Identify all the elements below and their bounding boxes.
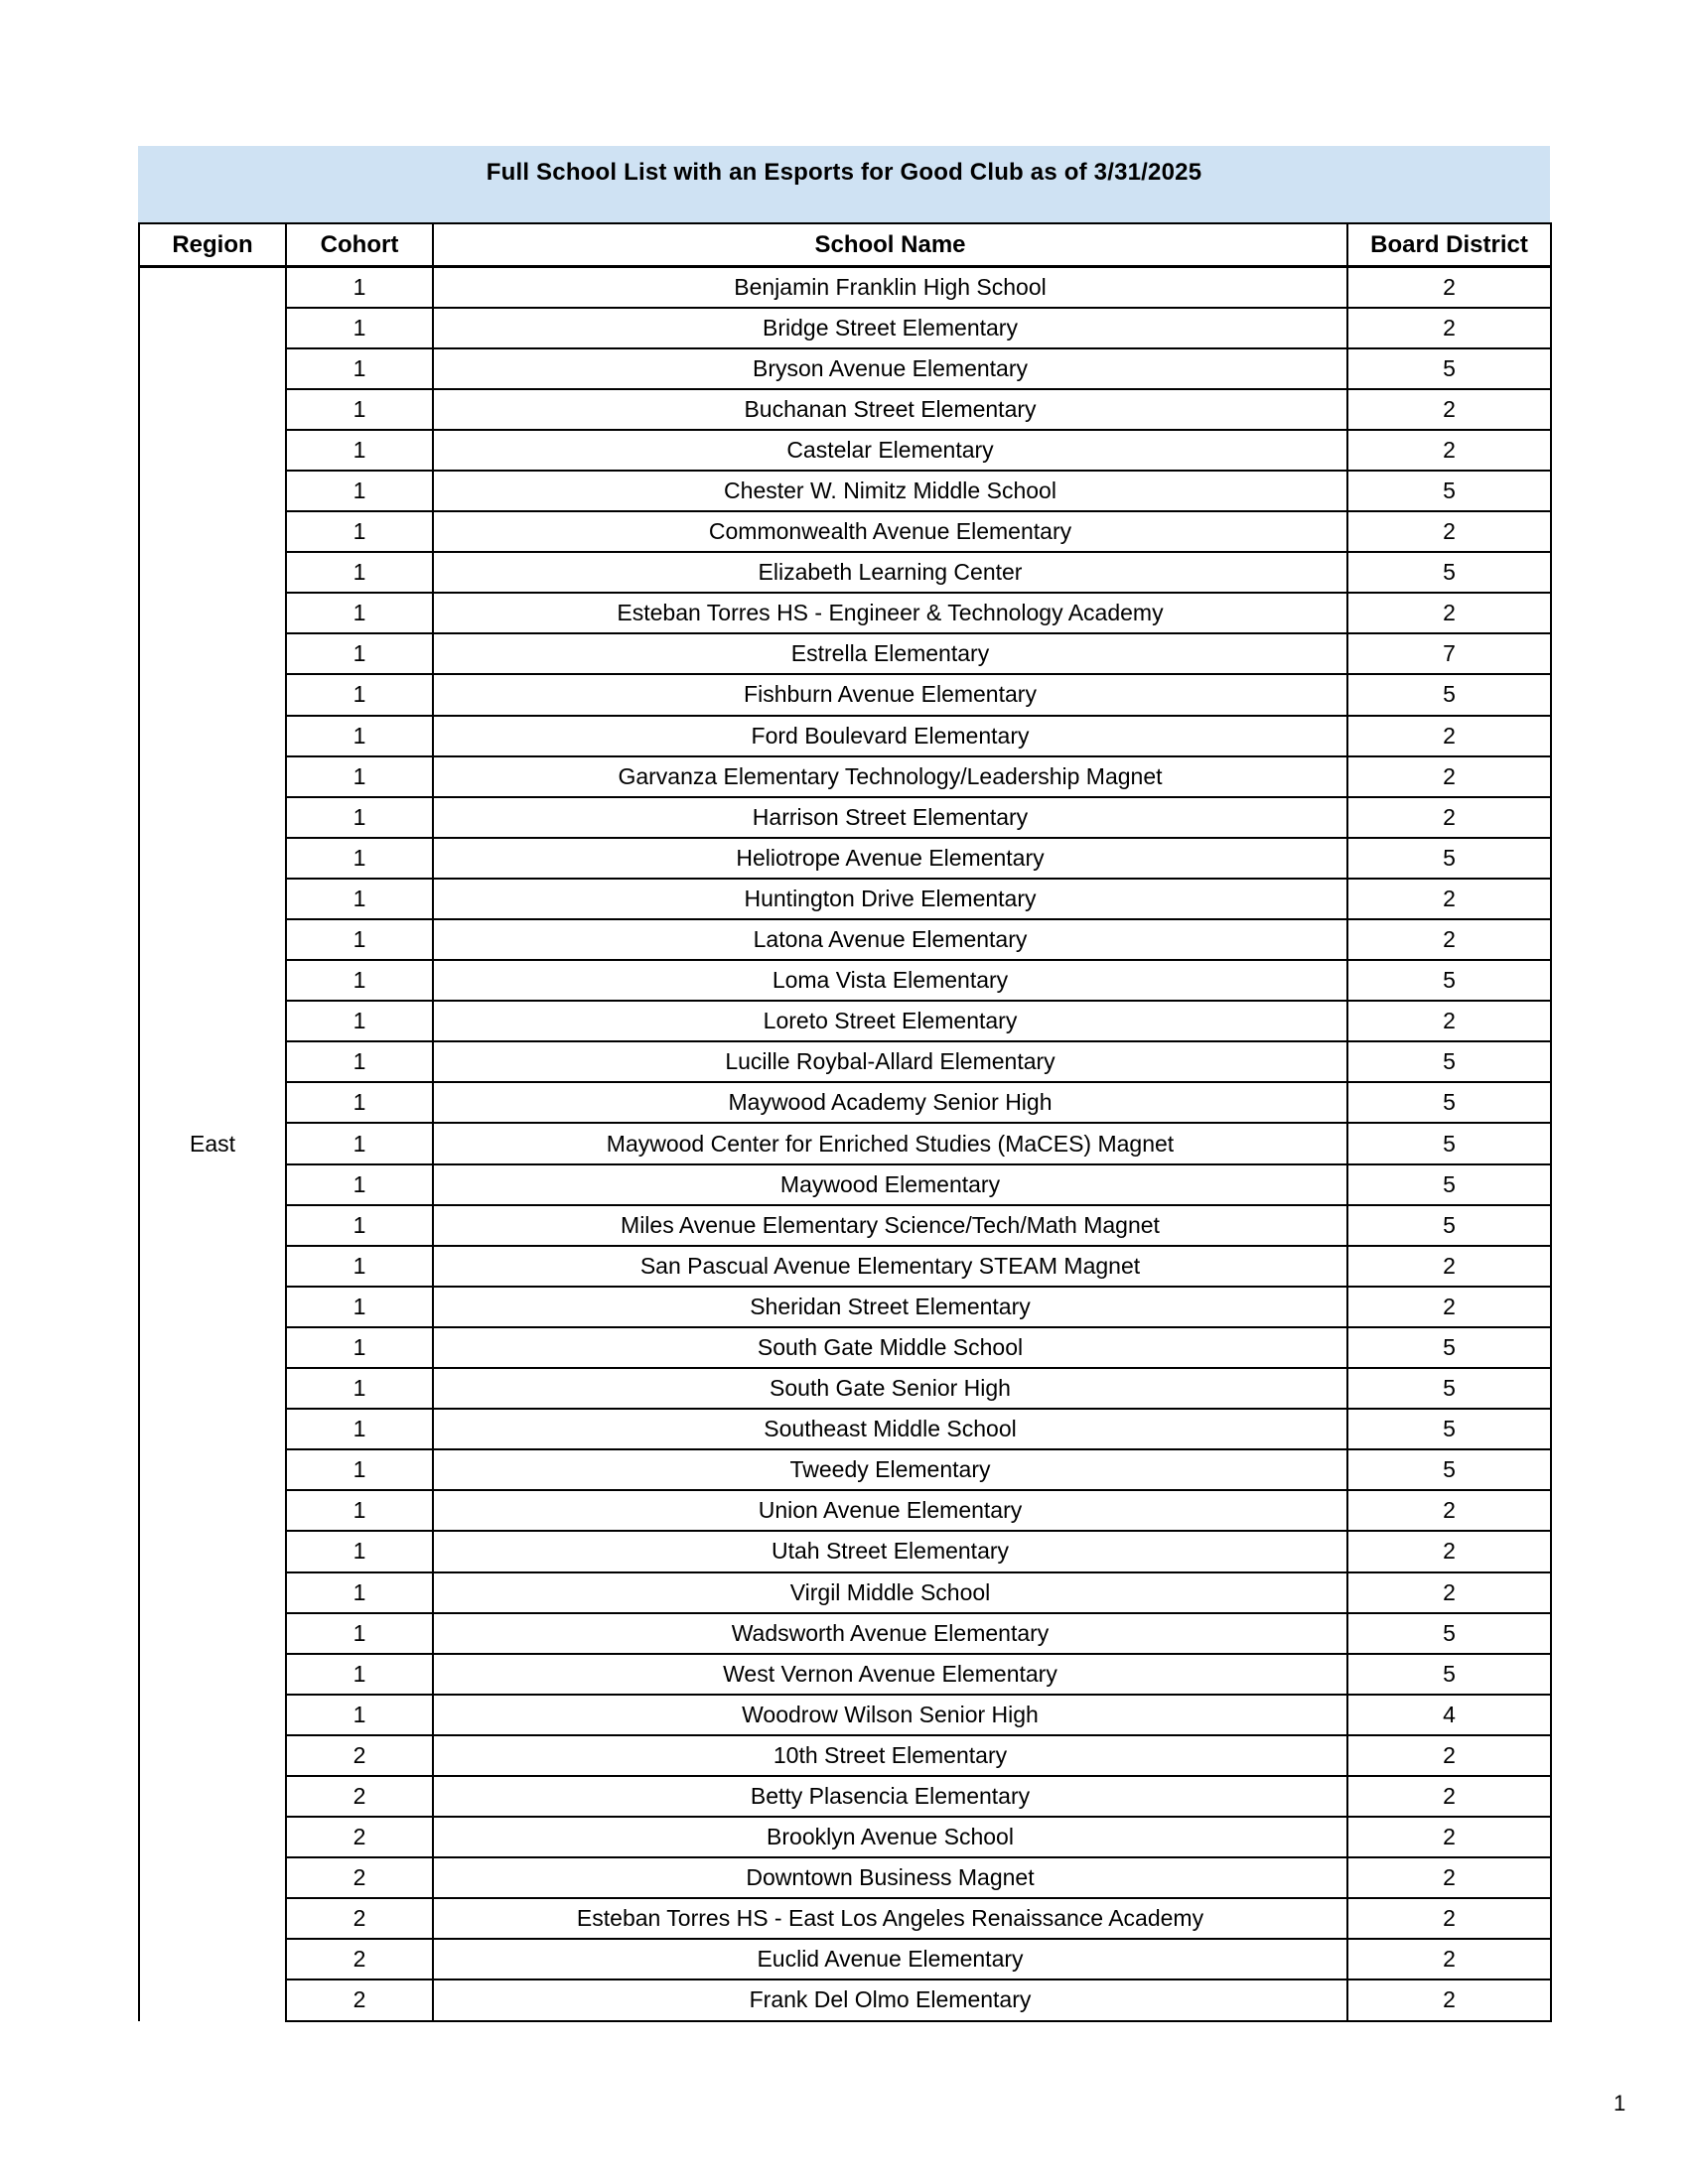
cell-board-district: 2 bbox=[1347, 1898, 1551, 1939]
cell-cohort: 2 bbox=[286, 1898, 433, 1939]
cell-cohort: 1 bbox=[286, 1164, 433, 1205]
cell-board-district: 5 bbox=[1347, 1082, 1551, 1123]
table-row bbox=[139, 1082, 1551, 1123]
cell-cohort: 2 bbox=[286, 1776, 433, 1817]
table-row bbox=[139, 1735, 1551, 1776]
cell-school-name: San Pascual Avenue Elementary STEAM Magnet bbox=[433, 1246, 1347, 1287]
cell-board-district: 5 bbox=[1347, 471, 1551, 511]
table-title-bar bbox=[138, 146, 1550, 222]
cell-school-name: Elizabeth Learning Center bbox=[433, 552, 1347, 593]
cell-school-name: Utah Street Elementary bbox=[433, 1531, 1347, 1571]
table-row bbox=[139, 1531, 1551, 1571]
cell-board-district: 2 bbox=[1347, 593, 1551, 633]
cell-cohort: 1 bbox=[286, 1572, 433, 1613]
cell-school-name: Benjamin Franklin High School bbox=[433, 267, 1347, 308]
table-row bbox=[139, 1287, 1551, 1327]
cell-school-name: Maywood Center for Enriched Studies (MaCES) Magnet bbox=[433, 1123, 1347, 1163]
cell-cohort: 1 bbox=[286, 838, 433, 879]
table-row bbox=[139, 1654, 1551, 1695]
cell-school-name: Miles Avenue Elementary Science/Tech/Math Magnet bbox=[433, 1205, 1347, 1246]
cell-school-name: Euclid Avenue Elementary bbox=[433, 1939, 1347, 1979]
cell-cohort: 1 bbox=[286, 1246, 433, 1287]
cell-school-name: Castelar Elementary bbox=[433, 430, 1347, 471]
cell-cohort: 1 bbox=[286, 430, 433, 471]
cell-cohort: 1 bbox=[286, 1041, 433, 1082]
table-row bbox=[139, 552, 1551, 593]
cell-board-district: 2 bbox=[1347, 879, 1551, 919]
cell-school-name: Buchanan Street Elementary bbox=[433, 389, 1347, 430]
cell-board-district: 5 bbox=[1347, 1654, 1551, 1695]
table-row bbox=[139, 756, 1551, 797]
table-row bbox=[139, 1572, 1551, 1613]
cell-cohort: 1 bbox=[286, 1205, 433, 1246]
cell-board-district: 2 bbox=[1347, 1817, 1551, 1857]
table-row bbox=[139, 1164, 1551, 1205]
cell-board-district: 2 bbox=[1347, 1572, 1551, 1613]
cell-school-name: South Gate Senior High bbox=[433, 1368, 1347, 1409]
cell-school-name: Ford Boulevard Elementary bbox=[433, 716, 1347, 756]
cell-school-name: Union Avenue Elementary bbox=[433, 1490, 1347, 1531]
table-row bbox=[139, 1613, 1551, 1654]
cell-board-district: 2 bbox=[1347, 1490, 1551, 1531]
cell-school-name: Garvanza Elementary Technology/Leadership Magnet bbox=[433, 756, 1347, 797]
table-row bbox=[139, 1776, 1551, 1817]
cell-school-name: Betty Plasencia Elementary bbox=[433, 1776, 1347, 1817]
table-row bbox=[139, 1368, 1551, 1409]
cell-school-name: Woodrow Wilson Senior High bbox=[433, 1695, 1347, 1735]
table-row bbox=[139, 674, 1551, 715]
cell-school-name: Chester W. Nimitz Middle School bbox=[433, 471, 1347, 511]
cell-cohort: 1 bbox=[286, 593, 433, 633]
cell-board-district: 2 bbox=[1347, 756, 1551, 797]
cell-board-district: 5 bbox=[1347, 838, 1551, 879]
cell-board-district: 2 bbox=[1347, 267, 1551, 308]
cell-cohort: 1 bbox=[286, 511, 433, 552]
cell-school-name: Bryson Avenue Elementary bbox=[433, 348, 1347, 389]
cell-cohort: 2 bbox=[286, 1979, 433, 2020]
cell-cohort: 1 bbox=[286, 879, 433, 919]
cell-board-district: 2 bbox=[1347, 1979, 1551, 2020]
cell-school-name: Tweedy Elementary bbox=[433, 1449, 1347, 1490]
header-school-name: School Name bbox=[433, 223, 1347, 267]
table-row bbox=[139, 1817, 1551, 1857]
table-row bbox=[139, 593, 1551, 633]
table-row bbox=[139, 797, 1551, 838]
table-row bbox=[139, 919, 1551, 960]
table-row bbox=[139, 308, 1551, 348]
cell-school-name: Fishburn Avenue Elementary bbox=[433, 674, 1347, 715]
cell-cohort: 1 bbox=[286, 389, 433, 430]
header-region: Region bbox=[139, 223, 286, 267]
cell-cohort: 1 bbox=[286, 633, 433, 674]
table-row bbox=[139, 1695, 1551, 1735]
cell-school-name: Loreto Street Elementary bbox=[433, 1001, 1347, 1041]
cell-board-district: 5 bbox=[1347, 1205, 1551, 1246]
cell-cohort: 1 bbox=[286, 1695, 433, 1735]
cell-cohort: 1 bbox=[286, 348, 433, 389]
cell-board-district: 2 bbox=[1347, 1531, 1551, 1571]
table-row bbox=[139, 1898, 1551, 1939]
cell-cohort: 1 bbox=[286, 1287, 433, 1327]
cell-board-district: 5 bbox=[1347, 552, 1551, 593]
cell-board-district: 5 bbox=[1347, 960, 1551, 1001]
table-row bbox=[139, 430, 1551, 471]
cell-school-name: Sheridan Street Elementary bbox=[433, 1287, 1347, 1327]
school-table bbox=[138, 222, 1552, 2022]
cell-cohort: 1 bbox=[286, 1327, 433, 1368]
cell-cohort: 1 bbox=[286, 1001, 433, 1041]
cell-school-name: Lucille Roybal-Allard Elementary bbox=[433, 1041, 1347, 1082]
table-row bbox=[139, 389, 1551, 430]
cell-cohort: 1 bbox=[286, 1409, 433, 1449]
table-row bbox=[139, 960, 1551, 1001]
cell-school-name: Virgil Middle School bbox=[433, 1572, 1347, 1613]
table-row bbox=[139, 1001, 1551, 1041]
cell-cohort: 1 bbox=[286, 1490, 433, 1531]
cell-cohort: 1 bbox=[286, 1082, 433, 1123]
cell-school-name: Estrella Elementary bbox=[433, 633, 1347, 674]
cell-school-name: Maywood Elementary bbox=[433, 1164, 1347, 1205]
cell-school-name: Maywood Academy Senior High bbox=[433, 1082, 1347, 1123]
cell-cohort: 1 bbox=[286, 267, 433, 308]
cell-board-district: 2 bbox=[1347, 1001, 1551, 1041]
cell-cohort: 1 bbox=[286, 471, 433, 511]
cell-school-name: Bridge Street Elementary bbox=[433, 308, 1347, 348]
page-number: 1 bbox=[1614, 2091, 1626, 2116]
table-row bbox=[139, 1205, 1551, 1246]
table-row bbox=[139, 1123, 1551, 1163]
cell-board-district: 5 bbox=[1347, 1041, 1551, 1082]
cell-board-district: 7 bbox=[1347, 633, 1551, 674]
cell-board-district: 5 bbox=[1347, 1123, 1551, 1163]
cell-cohort: 1 bbox=[286, 756, 433, 797]
cell-school-name: Latona Avenue Elementary bbox=[433, 919, 1347, 960]
cell-board-district: 5 bbox=[1347, 1409, 1551, 1449]
cell-cohort: 1 bbox=[286, 919, 433, 960]
cell-board-district: 2 bbox=[1347, 1246, 1551, 1287]
table-row bbox=[139, 511, 1551, 552]
cell-board-district: 2 bbox=[1347, 430, 1551, 471]
table-row bbox=[139, 838, 1551, 879]
table-header-row bbox=[139, 223, 1551, 267]
cell-cohort: 2 bbox=[286, 1735, 433, 1776]
cell-school-name: Commonwealth Avenue Elementary bbox=[433, 511, 1347, 552]
cell-board-district: 5 bbox=[1347, 1449, 1551, 1490]
cell-cohort: 2 bbox=[286, 1817, 433, 1857]
cell-school-name: South Gate Middle School bbox=[433, 1327, 1347, 1368]
cell-board-district: 5 bbox=[1347, 348, 1551, 389]
cell-cohort: 1 bbox=[286, 1123, 433, 1163]
cell-board-district: 2 bbox=[1347, 1776, 1551, 1817]
cell-cohort: 2 bbox=[286, 1939, 433, 1979]
cell-school-name: Loma Vista Elementary bbox=[433, 960, 1347, 1001]
table-row bbox=[139, 1449, 1551, 1490]
cell-board-district: 4 bbox=[1347, 1695, 1551, 1735]
cell-board-district: 2 bbox=[1347, 1857, 1551, 1898]
cell-school-name: 10th Street Elementary bbox=[433, 1735, 1347, 1776]
cell-board-district: 5 bbox=[1347, 1164, 1551, 1205]
table-body bbox=[139, 267, 1551, 2021]
cell-board-district: 2 bbox=[1347, 511, 1551, 552]
cell-board-district: 2 bbox=[1347, 797, 1551, 838]
cell-region: East bbox=[139, 267, 286, 2021]
cell-cohort: 1 bbox=[286, 960, 433, 1001]
cell-school-name: West Vernon Avenue Elementary bbox=[433, 1654, 1347, 1695]
table-row bbox=[139, 1979, 1551, 2020]
cell-school-name: Brooklyn Avenue School bbox=[433, 1817, 1347, 1857]
cell-board-district: 5 bbox=[1347, 1368, 1551, 1409]
cell-board-district: 5 bbox=[1347, 1613, 1551, 1654]
cell-board-district: 2 bbox=[1347, 716, 1551, 756]
cell-school-name: Esteban Torres HS - Engineer & Technology Academy bbox=[433, 593, 1347, 633]
cell-school-name: Wadsworth Avenue Elementary bbox=[433, 1613, 1347, 1654]
cell-school-name: Downtown Business Magnet bbox=[433, 1857, 1347, 1898]
cell-board-district: 2 bbox=[1347, 1735, 1551, 1776]
cell-cohort: 1 bbox=[286, 1368, 433, 1409]
cell-cohort: 1 bbox=[286, 1654, 433, 1695]
table-row bbox=[139, 348, 1551, 389]
cell-cohort: 1 bbox=[286, 1613, 433, 1654]
cell-cohort: 1 bbox=[286, 716, 433, 756]
table-row bbox=[139, 471, 1551, 511]
school-list-sheet bbox=[138, 146, 1550, 2022]
header-cohort: Cohort bbox=[286, 223, 433, 267]
table-row bbox=[139, 1327, 1551, 1368]
table-row bbox=[139, 1409, 1551, 1449]
cell-board-district: 2 bbox=[1347, 1287, 1551, 1327]
cell-cohort: 1 bbox=[286, 308, 433, 348]
cell-board-district: 2 bbox=[1347, 389, 1551, 430]
table-row bbox=[139, 716, 1551, 756]
table-row bbox=[139, 879, 1551, 919]
cell-cohort: 1 bbox=[286, 1449, 433, 1490]
cell-board-district: 5 bbox=[1347, 674, 1551, 715]
cell-board-district: 2 bbox=[1347, 919, 1551, 960]
cell-board-district: 2 bbox=[1347, 308, 1551, 348]
cell-school-name: Esteban Torres HS - East Los Angeles Renaissance Academy bbox=[433, 1898, 1347, 1939]
cell-board-district: 5 bbox=[1347, 1327, 1551, 1368]
table-row bbox=[139, 1857, 1551, 1898]
cell-cohort: 1 bbox=[286, 674, 433, 715]
cell-school-name: Frank Del Olmo Elementary bbox=[433, 1979, 1347, 2020]
cell-school-name: Harrison Street Elementary bbox=[433, 797, 1347, 838]
table-row bbox=[139, 1939, 1551, 1979]
cell-school-name: Southeast Middle School bbox=[433, 1409, 1347, 1449]
cell-cohort: 1 bbox=[286, 1531, 433, 1571]
table-row bbox=[139, 1246, 1551, 1287]
cell-cohort: 1 bbox=[286, 552, 433, 593]
table-row bbox=[139, 267, 1551, 308]
table-row bbox=[139, 633, 1551, 674]
cell-school-name: Huntington Drive Elementary bbox=[433, 879, 1347, 919]
cell-cohort: 2 bbox=[286, 1857, 433, 1898]
table-row bbox=[139, 1041, 1551, 1082]
cell-cohort: 1 bbox=[286, 797, 433, 838]
cell-school-name: Heliotrope Avenue Elementary bbox=[433, 838, 1347, 879]
table-row bbox=[139, 1490, 1551, 1531]
table-title: Full School List with an Esports for Good Club as of 3/31/2025 bbox=[486, 159, 1202, 186]
header-board-district: Board District bbox=[1347, 223, 1551, 267]
cell-board-district: 2 bbox=[1347, 1939, 1551, 1979]
